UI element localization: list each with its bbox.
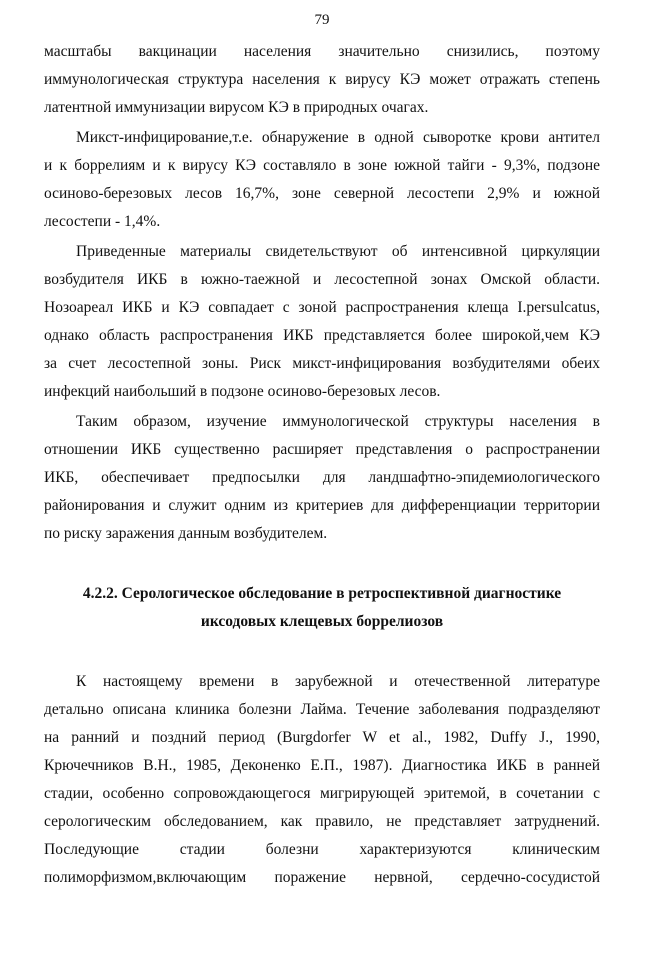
text-line: и к боррелиям и к вирусу КЭ составляло в зоне южной тайги - 9,3%, подзоне xyxy=(44,157,600,174)
text-line: Последующие стадии болезни характеризуются клиническим xyxy=(44,841,600,858)
text-line: за счет лесостепной зоны. Риск микст-инфицирования возбудителями обеих xyxy=(44,355,600,372)
text-line: Таким образом, изучение иммунологической структуры населения в xyxy=(76,413,600,430)
section-heading-line-1: 4.2.2. Серологическое обследование в ретроспективной диагностике xyxy=(82,585,562,602)
text-line: серологическим обследованием, как правило, не представляет затруднений. xyxy=(44,813,600,830)
text-line: осиново-березовых лесов 16,7%, зоне северной лесостепи 2,9% и южной xyxy=(44,185,600,202)
text-line: однако область распространения ИКБ представляется более широкой,чем КЭ xyxy=(44,327,600,344)
text-line: ИКБ, обеспечивает предпосылки для ландшафтно-эпидемиологического xyxy=(44,469,600,486)
text-line: инфекций наибольший в подзоне осиново-березовых лесов. xyxy=(44,383,441,400)
text-line: стадии, особенно сопровождающегося мигрирующей эритемой, в сочетании с xyxy=(44,785,600,802)
text-line: латентной иммунизации вирусом КЭ в природных очагах. xyxy=(44,99,429,116)
text-line: масштабы вакцинации населения значительно снизились, поэтому xyxy=(44,43,600,60)
text-line: иммунологическая структура населения к вирусу КЭ может отражать степень xyxy=(44,71,600,88)
text-line: Нозоареал ИКБ и КЭ совпадает с зоной распространения клеща I.persulcatus, xyxy=(44,299,600,316)
text-line: детально описана клиника болезни Лайма. Течение заболевания подразделяют xyxy=(44,701,600,718)
text-line: районирования и служит одним из критериев для дифференциации территории xyxy=(44,497,600,514)
text-line: Микст-инфицирование,т.е. обнаружение в одной сыворотке крови антител xyxy=(76,129,600,146)
text-line: К настоящему времени в зарубежной и отечественной литературе xyxy=(76,673,600,690)
text-line: лесостепи - 1,4%. xyxy=(44,213,161,230)
text-line: отношении ИКБ существенно расширяет представления о распространении xyxy=(44,441,600,458)
page-number: 79 xyxy=(314,12,330,28)
text-line: Приведенные материалы свидетельствуют об интенсивной циркуляции xyxy=(76,243,600,260)
text-line: Крючечников В.Н., 1985, Деконенко Е.П., 1987). Диагностика ИКБ в ранней xyxy=(44,757,600,774)
text-line: полиморфизмом,включающим поражение нервной, сердечно-сосудистой xyxy=(44,869,600,886)
section-heading-line-2: иксодовых клещевых боррелиозов xyxy=(200,613,444,630)
text-line: на ранний и поздний период (Burgdorfer W et al., 1982, Duffy J., 1990, xyxy=(44,729,600,746)
text-line: по риску заражения данным возбудителем. xyxy=(44,525,328,542)
text-line: возбудителя ИКБ в южно-таежной и лесостепной зонах Омской области. xyxy=(44,271,600,288)
